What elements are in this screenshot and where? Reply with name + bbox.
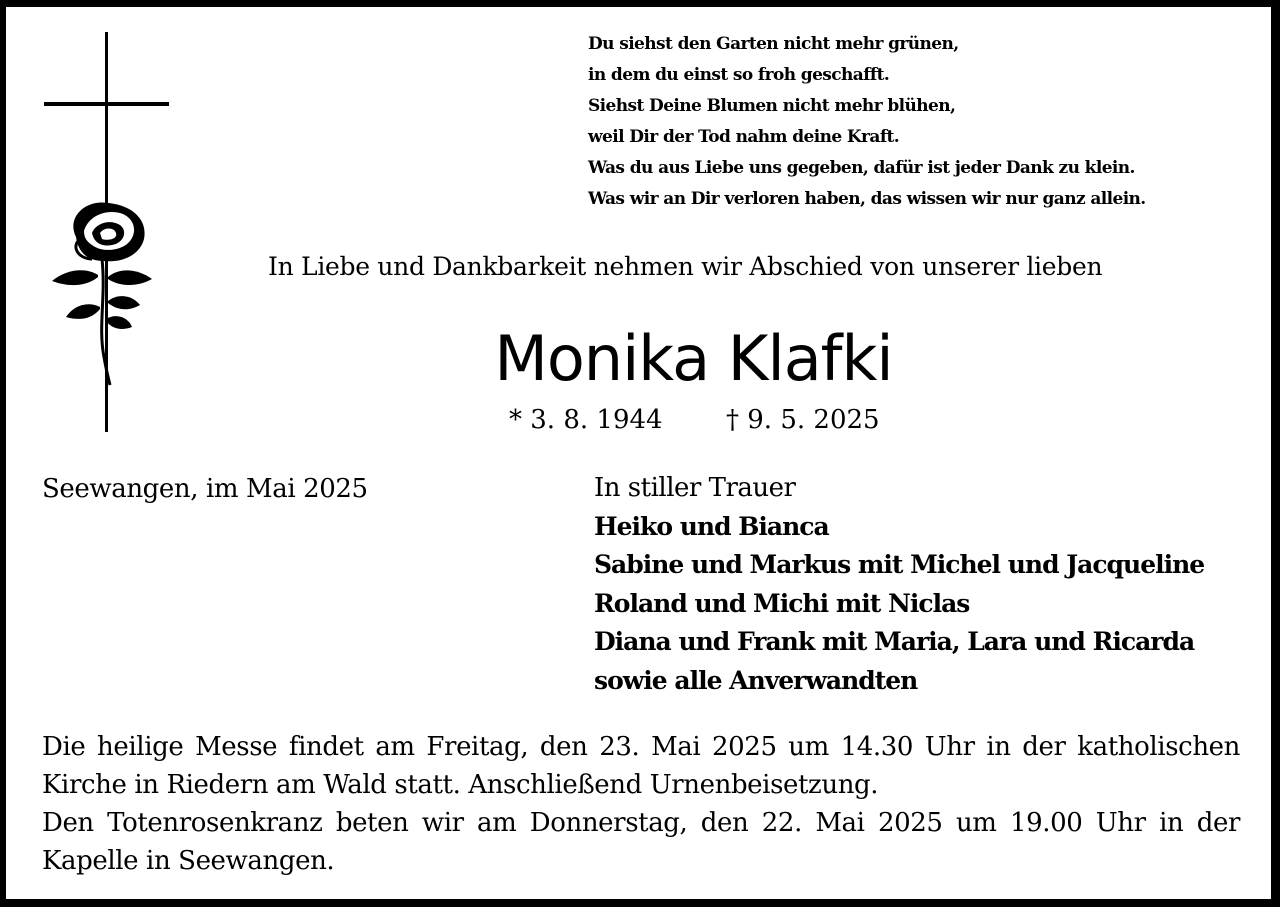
mourners-heading: In stiller Trauer — [594, 473, 796, 503]
service-info — [42, 728, 1240, 880]
mourner-entry: Roland und Michi mit Niclas — [594, 588, 970, 618]
poem-line: in dem du einst so froh geschafft. — [588, 65, 890, 85]
poem — [588, 29, 1268, 215]
obituary-notice — [6, 7, 1271, 899]
mourner-entry: Heiko und Bianca — [594, 511, 829, 541]
poem-line: Was wir an Dir verloren haben, das wissen wir nur ganz allein. — [588, 189, 1146, 209]
farewell-intro: In Liebe und Dankbarkeit nehmen wir Abschied von unserer lieben — [268, 252, 1103, 281]
poem-line: Was du aus Liebe uns gegeben, dafür ist jeder Dank zu klein. — [588, 158, 1135, 178]
poem-line: weil Dir der Tod nahm deine Kraft. — [588, 127, 900, 147]
mourners-list — [594, 469, 1264, 700]
mourner-entry: Sabine und Markus mit Michel und Jacqueline — [594, 550, 1205, 579]
deceased-name: Monika Klafki — [494, 322, 893, 395]
place-and-date: Seewangen, im Mai 2025 — [42, 474, 368, 504]
birth-date: * 3. 8. 1944 — [509, 405, 663, 435]
mourner-entry: sowie alle Anverwandten — [594, 665, 918, 695]
mourner-entry: Diana und Frank mit Maria, Lara und Ricarda — [594, 627, 1195, 656]
rosary-info: Den Totenrosenkranz beten wir am Donnerstag, den 22. Mai 2025 um 19.00 Uhr in der Kapelle in Seewangen. — [42, 808, 1240, 876]
poem-line: Du siehst den Garten nicht mehr grünen, — [588, 34, 959, 54]
mass-info: Die heilige Messe findet am Freitag, den 23. Mai 2025 um 14.30 Uhr in der katholischen Kirche in Riedern am Wald statt. Anschließend Urnenbeisetzung. — [42, 732, 1240, 800]
poem-line: Siehst Deine Blumen nicht mehr blühen, — [588, 96, 956, 116]
death-date: † 9. 5. 2025 — [726, 405, 880, 435]
